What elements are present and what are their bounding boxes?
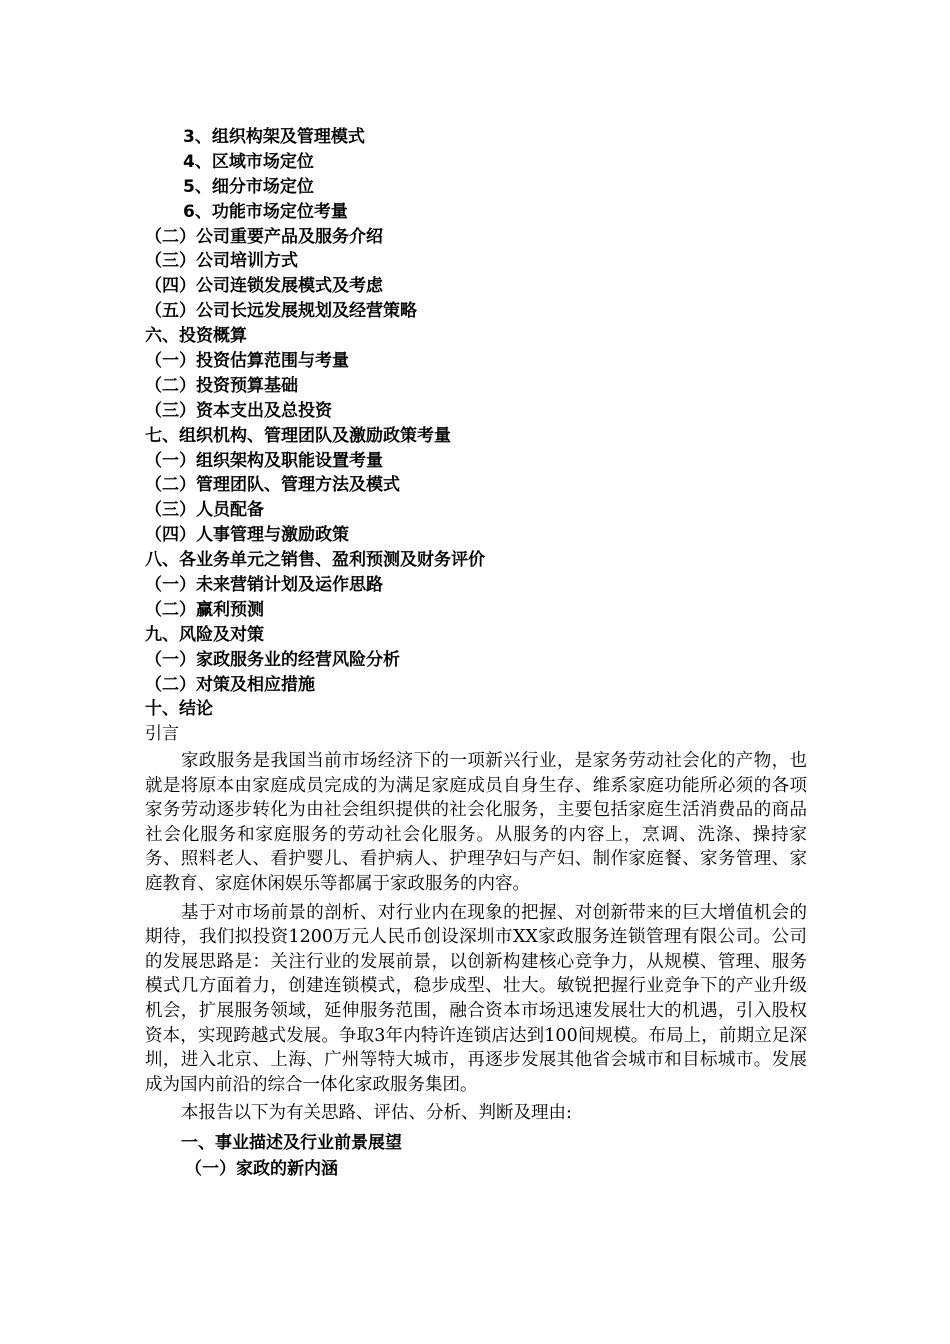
- toc-item: （一）家政服务业的经营风险分析: [145, 649, 400, 670]
- toc-item: （一）未来营销计划及运作思路: [145, 575, 383, 596]
- toc-item: （一）投资估算范围与考量: [145, 351, 349, 372]
- toc-item: 八、各业务单元之销售、盈利预测及财务评价: [145, 550, 485, 571]
- toc-item: （二）投资预算基础: [145, 375, 298, 396]
- subsection-heading: （一）家政的新内涵: [185, 1158, 338, 1179]
- toc-item: （四）公司连锁发展模式及考虑: [145, 276, 383, 297]
- paragraph: 家政服务是我国当前市场经济下的一项新兴行业，是家务劳动社会化的产物，也就是将原本由家庭成员完成的为满足家庭成员自身生存、维系家庭功能所必须的各项家务劳动逐步转化为由社会组织提供的社会化服务，主要包括家庭生活消费品的商品社会化服务和家庭服务的劳动社会化服务。从服务的内容上，烹调、洗涤、操持家务、照料老人、看护婴儿、看护病人、护理孕妇与产妇、制作家庭餐、家务管理、家庭教育、家庭休闲娱乐等都属于家政服务的内容。: [145, 751, 807, 894]
- paragraph: 本报告以下为有关思路、评估、分析、判断及理由:: [181, 1103, 572, 1124]
- toc-item: （三）人员配备: [145, 500, 264, 521]
- toc-item: 六、投资概算: [145, 326, 247, 347]
- toc-item: （五）公司长远发展规划及经营策略: [145, 301, 417, 322]
- toc-item: （三）资本支出及总投资: [145, 400, 332, 421]
- toc-item: 九、风险及对策: [145, 624, 264, 645]
- section-heading: 一、事业描述及行业前景展望: [181, 1132, 402, 1153]
- toc-item: 6、功能市场定位考量: [183, 201, 348, 222]
- section-title-intro: 引言: [145, 724, 179, 745]
- toc-item: （三）公司培训方式: [145, 251, 298, 272]
- toc-item: （一）组织架构及职能设置考量: [145, 450, 383, 471]
- toc-item: （二）赢利预测: [145, 599, 264, 620]
- table-of-contents: [145, 125, 825, 747]
- paragraph: 基于对市场前景的剖析、对行业内在现象的把握、对创新带来的巨大增值机会的期待，我们拟投资1200万元人民币创设深圳市XX家政服务连锁管理有限公司。公司的发展思路是：关注行业的发展前景，以创新构建核心竞争力，从规模、管理、服务模式几方面着力，创建连锁模式，稳步成型、壮大。敏锐把握行业竞争下的产业升级机会，扩展服务领域，延伸服务范围，融合资本市场迅速发展壮大的机遇，引入股权资本，实现跨越式发展。争取3年内特许连锁店达到100间规模。布局上，前期立足深圳，进入北京、上海、广州等特大城市，再逐步发展其他省会城市和目标城市。发展成为国内前沿的综合一体化家政服务集团。: [145, 902, 807, 1095]
- toc-item: （二）对策及相应措施: [145, 674, 315, 695]
- toc-item: 3、组织构架及管理模式: [183, 127, 365, 147]
- body-text: [145, 749, 807, 1182]
- toc-item: 十、结论: [145, 699, 213, 720]
- toc-item: （二）管理团队、管理方法及模式: [145, 475, 400, 496]
- toc-item: 七、组织机构、管理团队及激励政策考量: [145, 425, 451, 446]
- toc-item: 4、区域市场定位: [183, 151, 314, 172]
- toc-item: （二）公司重要产品及服务介绍: [145, 226, 383, 247]
- toc-item: （四）人事管理与激励政策: [145, 525, 349, 546]
- toc-item: 5、细分市场定位: [183, 176, 314, 197]
